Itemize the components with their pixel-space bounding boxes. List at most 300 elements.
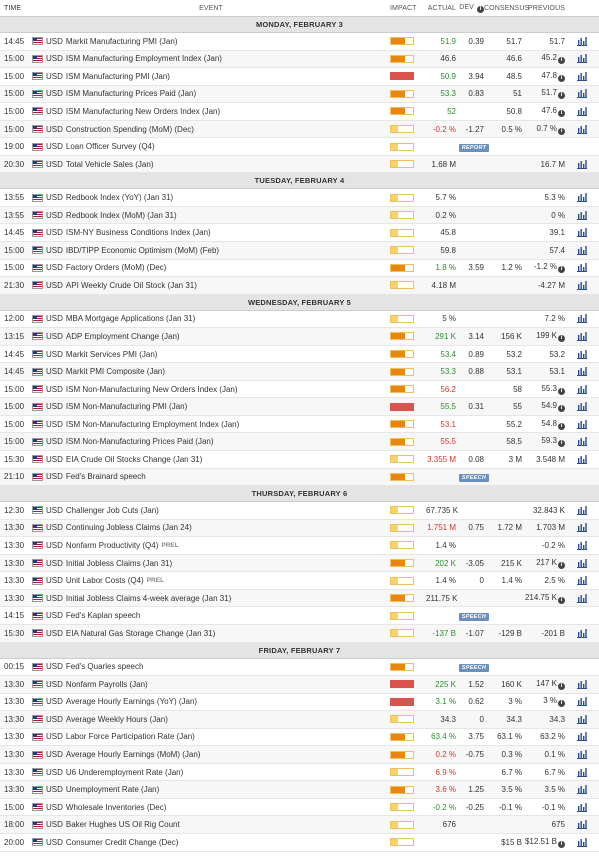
actual-value: -0.2 % [432,124,456,134]
bar-chart-icon[interactable] [577,385,587,394]
header-impact[interactable]: IMPACT [390,4,417,12]
table-row[interactable] [0,277,599,295]
chart-cell [565,506,599,515]
event-time: 12:00 [4,314,25,324]
table-row[interactable] [0,68,599,86]
bar-chart-icon[interactable] [577,768,587,777]
us-flag-icon [32,332,43,340]
deviation-value: 1.25 [468,785,484,795]
table-row[interactable] [0,711,599,729]
table-row[interactable] [0,398,599,416]
bar-chart-icon[interactable] [577,211,587,220]
event-time: 18:00 [4,820,25,830]
event-name[interactable]: Markit Manufacturing PMI (Jan) [65,36,178,46]
bar-chart-icon[interactable] [577,420,587,429]
table-row[interactable] [0,781,599,799]
bar-chart-icon[interactable] [577,455,587,464]
info-icon[interactable]: i [558,110,565,117]
event-name[interactable]: U6 Underemployment Rate (Jan) [65,767,184,777]
bar-chart-icon[interactable] [577,107,587,116]
bar-chart-icon[interactable] [577,541,587,550]
event-cell[interactable] [32,89,390,98]
event-cell[interactable] [32,142,390,151]
consensus-value: -129 B [498,628,522,638]
table-row[interactable] [0,502,599,520]
info-icon[interactable]: i [558,683,565,690]
info-icon[interactable]: i [558,92,565,99]
impact-cell [390,90,426,98]
event-name[interactable]: Redbook Index (YoY) (Jan 31) [65,193,174,203]
bar-chart-icon[interactable] [577,559,587,568]
info-icon[interactable]: i [558,57,565,64]
table-row[interactable] [0,537,599,555]
bar-chart-icon[interactable] [577,838,587,847]
info-icon[interactable]: i [558,75,565,82]
event-cell[interactable] [32,629,390,638]
table-row[interactable] [0,416,599,434]
table-row[interactable] [0,86,599,104]
table-row[interactable] [0,676,599,694]
bar-chart-icon[interactable] [577,89,587,98]
us-flag-icon [32,281,43,289]
event-name[interactable]: Fed's Quarles speech [65,662,144,672]
us-flag-icon [32,768,43,776]
event-name[interactable]: Average Hourly Earnings (YoY) (Jan) [65,697,198,707]
bar-chart-icon[interactable] [577,314,587,323]
currency-code: USD [46,714,63,724]
table-row[interactable] [0,816,599,834]
bar-chart-icon[interactable] [577,750,587,759]
impact-cell [390,733,426,741]
header-event[interactable]: EVENT [199,4,223,12]
impact-cell [390,663,426,671]
table-row[interactable] [0,156,599,174]
actual-value: -137 B [432,628,456,638]
info-icon[interactable]: i [558,405,565,412]
tag-cell [426,662,522,672]
table-row[interactable] [0,346,599,364]
bar-chart-icon[interactable] [577,72,587,81]
previous-text: 2.5 % [544,576,565,586]
event-cell[interactable] [32,715,390,724]
info-icon[interactable]: i [558,440,565,447]
currency-code: USD [46,437,63,447]
us-flag-icon [32,838,43,846]
event-time: 13:30 [4,593,25,603]
table-row[interactable] [0,363,599,381]
event-cell[interactable] [32,732,390,741]
event-time: 15:30 [4,454,25,464]
event-cell[interactable] [32,750,390,759]
currency-code: USD [46,384,63,394]
header-previous[interactable]: PREVIOUS [528,4,565,12]
impact-fill [391,525,398,531]
impact-bar [390,751,414,759]
event-name[interactable]: ISM Non-Manufacturing Employment Index (Jan) [65,419,240,429]
event-name[interactable]: Unemployment Rate (Jan) [65,785,160,795]
event-name[interactable]: Markit PMI Composite (Jan) [65,367,166,377]
event-name[interactable]: Continuing Jobless Claims (Jan 24) [65,523,192,533]
bar-chart-icon[interactable] [577,228,587,237]
event-name[interactable]: API Weekly Crude Oil Stock (Jan 31) [65,280,197,290]
table-row[interactable] [0,607,599,625]
impact-fill [391,108,405,114]
bar-chart-icon[interactable] [577,332,587,341]
impact-fill [391,630,398,636]
consensus-value: 3 M [508,454,522,464]
impact-cell [390,107,426,115]
impact-cell [390,229,426,237]
info-icon[interactable]: i [558,841,565,848]
bar-chart-icon[interactable] [577,629,587,638]
info-icon[interactable]: i [558,388,565,395]
impact-bar [390,680,414,688]
event-time: 21:10 [4,472,25,482]
previous-text: 3 % [543,696,557,706]
table-row[interactable] [0,51,599,69]
header-time[interactable]: TIME [4,4,22,12]
event-name[interactable]: Loan Officer Survey (Q4) [65,142,155,152]
currency-code: USD [46,593,63,603]
event-name[interactable]: ISM Manufacturing PMI (Jan) [65,71,170,81]
speech-tag[interactable]: SPEECH [459,474,489,482]
impact-fill [391,73,413,79]
actual-value: 202 K [435,558,456,568]
info-icon[interactable]: i [477,6,484,13]
event-cell[interactable] [32,541,390,550]
event-name[interactable]: Factory Orders (MoM) (Dec) [65,263,167,273]
bar-chart-icon[interactable] [577,715,587,724]
table-row[interactable] [0,189,599,207]
impact-bar [390,768,414,776]
impact-fill [391,369,405,375]
currency-code: USD [46,89,63,99]
event-time: 15:00 [4,106,25,116]
previous-text: 32.843 K [532,505,565,515]
impact-fill [391,752,405,758]
event-cell[interactable] [32,246,390,255]
event-name[interactable]: Nonfarm Payrolls (Jan) [65,679,148,689]
event-cell[interactable] [32,820,390,829]
impact-cell [390,211,426,219]
previous-text: 57.4 [549,245,565,255]
table-row[interactable] [0,433,599,451]
event-name[interactable]: EIA Natural Gas Storage Change (Jan 31) [65,628,216,638]
table-row[interactable] [0,103,599,121]
bar-chart-icon[interactable] [577,263,587,272]
bar-chart-icon[interactable] [577,350,587,359]
event-name[interactable]: Total Vehicle Sales (Jan) [65,159,154,169]
event-name[interactable]: Baker Hughes US Oil Rig Count [65,820,180,830]
us-flag-icon [32,160,43,168]
event-cell[interactable] [32,193,390,202]
event-cell[interactable] [32,594,390,603]
bar-chart-icon[interactable] [577,367,587,376]
impact-bar [390,403,414,411]
event-cell[interactable] [32,662,390,671]
event-cell[interactable] [32,559,390,568]
chart-cell [565,332,599,341]
currency-code: USD [46,785,63,795]
table-row[interactable] [0,729,599,747]
deviation-value: 3.75 [468,732,484,742]
consensus-value: 58 [513,384,522,394]
impact-fill [391,822,398,828]
bar-chart-icon[interactable] [577,697,587,706]
event-name[interactable]: Unit Labor Costs (Q4) [65,576,144,586]
impact-cell [390,473,426,481]
event-name[interactable]: Average Weekly Hours (Jan) [65,714,168,724]
event-cell[interactable] [32,611,390,620]
bar-chart-icon[interactable] [577,402,587,411]
table-row[interactable] [0,799,599,817]
impact-bar [390,72,414,80]
table-row[interactable] [0,260,599,278]
impact-bar [390,332,414,340]
bar-chart-icon[interactable] [577,732,587,741]
table-row[interactable] [0,834,599,852]
bar-chart-icon[interactable] [577,576,587,585]
impact-fill [391,212,398,218]
table-row[interactable] [0,659,599,677]
info-icon[interactable]: i [558,335,565,342]
us-flag-icon [32,473,43,481]
actual-value: 3.355 M [427,454,456,464]
event-name[interactable]: ISM Manufacturing New Orders Index (Jan) [65,106,221,116]
bar-chart-icon[interactable] [577,246,587,255]
info-icon[interactable]: i [558,266,565,273]
info-icon[interactable]: i [558,597,565,604]
event-cell[interactable] [32,455,390,464]
previous-text: 147 K [536,678,557,688]
table-row[interactable] [0,451,599,469]
event-cell[interactable] [32,523,390,532]
bar-chart-icon[interactable] [577,680,587,689]
chart-cell [565,420,599,429]
event-cell[interactable] [32,402,390,411]
bar-chart-icon[interactable] [577,437,587,446]
table-row[interactable] [0,555,599,573]
consensus-value: 58.5 [506,437,522,447]
previous-text: 54.8 [541,418,557,428]
event-cell[interactable] [32,211,390,220]
event-name[interactable]: Initial Jobless Claims (Jan 31) [65,558,173,568]
currency-code: USD [46,245,63,255]
bar-chart-icon[interactable] [577,125,587,134]
impact-fill [391,769,398,775]
impact-cell [390,577,426,585]
event-cell[interactable] [32,785,390,794]
bar-chart-icon[interactable] [577,523,587,532]
event-name[interactable]: ADP Employment Change (Jan) [65,331,180,341]
table-row[interactable] [0,572,599,590]
impact-cell [390,350,426,358]
bar-chart-icon[interactable] [577,803,587,812]
event-cell[interactable] [32,472,390,481]
impact-cell [390,368,426,376]
impact-fill [391,144,398,150]
impact-fill [391,716,398,722]
event-cell[interactable] [32,263,390,272]
table-row[interactable] [0,590,599,608]
event-cell[interactable] [32,367,390,376]
table-row[interactable] [0,242,599,260]
calendar-days [0,17,599,852]
table-row[interactable] [0,625,599,643]
currency-code: USD [46,419,63,429]
consensus-value: 0.5 % [501,124,522,134]
event-cell[interactable] [32,107,390,116]
tag-cell [426,142,522,152]
table-row[interactable] [0,138,599,156]
event-cell[interactable] [32,160,390,169]
chart-cell [565,54,599,63]
event-name[interactable]: MBA Mortgage Applications (Jan 31) [65,314,196,324]
consensus-value: 53.2 [506,349,522,359]
actual-value: 676 [442,820,456,830]
event-name[interactable]: EIA Crude Oil Stocks Change (Jan 31) [65,454,203,464]
impact-fill [391,265,405,271]
info-icon[interactable]: i [558,562,565,569]
speech-tag[interactable]: SPEECH [459,664,489,672]
event-time: 14:15 [4,611,25,621]
impact-fill [391,386,405,392]
event-cell[interactable] [32,420,390,429]
impact-fill [391,734,405,740]
table-row[interactable] [0,381,599,399]
event-cell[interactable] [32,385,390,394]
event-cell[interactable] [32,437,390,446]
event-cell[interactable] [32,697,390,706]
previous-value [522,367,565,376]
event-name[interactable]: Fed's Brainard speech [65,472,146,482]
event-name[interactable]: Fed's Kaplan speech [65,611,141,621]
event-cell[interactable] [32,125,390,134]
event-cell[interactable] [32,314,390,323]
event-name[interactable]: ISM Manufacturing Employment Index (Jan) [65,54,222,64]
bar-chart-icon[interactable] [577,785,587,794]
event-cell[interactable] [32,72,390,81]
bar-chart-icon[interactable] [577,37,587,46]
event-name[interactable]: Markit Services PMI (Jan) [65,349,158,359]
bar-chart-icon[interactable] [577,160,587,169]
event-cell[interactable] [32,768,390,777]
bar-chart-icon[interactable] [577,506,587,515]
event-cell[interactable] [32,506,390,515]
table-row[interactable] [0,224,599,242]
consensus-value: 1.4 % [501,576,522,586]
report-tag[interactable]: REPORT [459,144,490,152]
event-time: 00:15 [4,662,25,672]
event-cell[interactable] [32,576,390,585]
consensus-value: 215 K [501,558,522,568]
previous-text: 5.3 % [544,193,565,203]
bar-chart-icon[interactable] [577,54,587,63]
table-row[interactable] [0,121,599,139]
currency-code: USD [46,558,63,568]
actual-value: -0.2 % [432,802,456,812]
event-name[interactable]: Initial Jobless Claims 4-week average (Jan 31) [65,593,232,603]
impact-fill [391,578,398,584]
event-cell[interactable] [32,37,390,46]
event-cell[interactable] [32,350,390,359]
header-actual[interactable]: ACTUAL [427,4,456,12]
previous-text: 16.7 M [540,159,565,169]
currency-code: USD [46,679,63,689]
day-header: WEDNESDAY, FEBRUARY 5 [0,295,599,311]
event-name[interactable]: ISM Non-Manufacturing New Orders Index (Jan) [65,384,238,394]
event-time: 14:45 [4,36,25,46]
previous-value [522,88,565,99]
info-icon[interactable]: i [558,128,565,135]
table-row[interactable] [0,328,599,346]
event-name[interactable]: Wholesale Inventories (Dec) [65,802,167,812]
event-cell[interactable] [32,838,390,847]
info-icon[interactable]: i [558,423,565,430]
event-name[interactable]: IBD/TIPP Economic Optimism (MoM) (Feb) [65,245,220,255]
event-name[interactable]: ISM Non-Manufacturing PMI (Jan) [65,402,188,412]
impact-cell [390,751,426,759]
bar-chart-icon[interactable] [577,820,587,829]
previous-value [522,506,565,515]
event-name[interactable]: Challenger Job Cuts (Jan) [65,505,159,515]
event-cell[interactable] [32,332,390,341]
event-cell[interactable] [32,54,390,63]
event-cell[interactable] [32,228,390,237]
speech-tag[interactable]: SPEECH [459,613,489,621]
event-name[interactable]: ISM Non-Manufacturing Prices Paid (Jan) [65,437,214,447]
table-row[interactable] [0,33,599,51]
consensus-value: 156 K [501,331,522,341]
event-name[interactable]: Consumer Credit Change (Dec) [65,837,179,847]
deviation-value: -1.07 [465,628,484,638]
event-cell[interactable] [32,680,390,689]
event-name[interactable]: ISM Manufacturing Prices Paid (Jan) [65,89,197,99]
bar-chart-icon[interactable] [577,193,587,202]
actual-value: 3.6 % [435,785,456,795]
table-row[interactable] [0,764,599,782]
table-row[interactable] [0,469,599,487]
info-icon[interactable]: i [558,700,565,707]
table-row[interactable] [0,207,599,225]
chart-cell [565,559,599,568]
previous-value [522,750,565,759]
chart-cell [565,715,599,724]
table-row[interactable] [0,694,599,712]
table-row[interactable] [0,520,599,538]
event-name[interactable]: Redbook Index (MoM) (Jan 31) [65,210,177,220]
impact-bar [390,541,414,549]
header-consensus[interactable]: CONSENSUS [484,4,530,12]
chart-cell [565,193,599,202]
table-row[interactable] [0,311,599,329]
table-row[interactable] [0,746,599,764]
event-name[interactable]: Nonfarm Productivity (Q4) [65,540,159,550]
impact-cell [390,821,426,829]
chart-cell [565,523,599,532]
event-cell[interactable] [32,803,390,812]
deviation-value: 0.88 [468,367,484,377]
event-name[interactable]: Construction Spending (MoM) (Dec) [65,124,194,134]
header-dev[interactable]: DEV i [456,4,484,13]
bar-chart-icon[interactable] [577,281,587,290]
bar-chart-icon[interactable] [577,594,587,603]
impact-fill [391,542,398,548]
event-cell[interactable] [32,281,390,290]
event-name[interactable]: Labor Force Participation Rate (Jan) [65,732,195,742]
event-name[interactable]: Average Hourly Earnings (MoM) (Jan) [65,750,201,759]
event-name[interactable]: ISM-NY Business Conditions Index (Jan) [65,228,211,238]
